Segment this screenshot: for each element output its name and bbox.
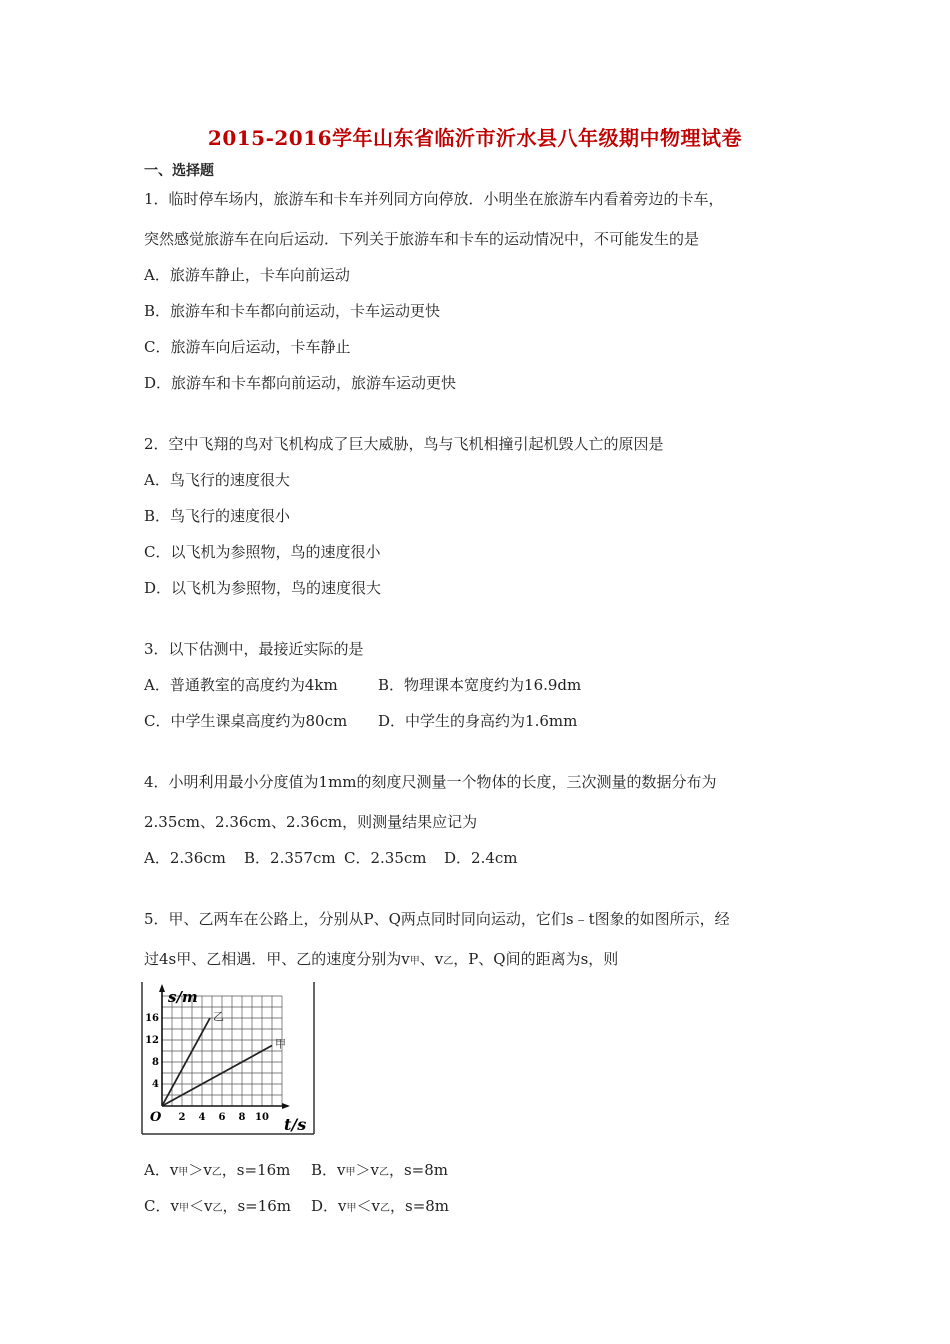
- q5-a-prefix: A．v: [144, 1161, 179, 1179]
- q3-option-c: C．中学生课桌高度约为80cm: [144, 712, 348, 730]
- q4-stem-line2: 2.35cm、2.36cm、2.36cm，则测量结果应记为: [144, 813, 478, 831]
- y-tick-label: 4: [152, 1079, 159, 1090]
- q5-d-suffix: ，s=8m: [390, 1197, 450, 1215]
- q5-b-suffix: ，s=8m: [388, 1161, 449, 1179]
- x-axis-arrow: [282, 1103, 290, 1109]
- q4-option-d: D．2.4cm: [444, 849, 518, 867]
- q5-option-c: [144, 1196, 291, 1219]
- x-tick-label: 2: [178, 1112, 186, 1123]
- q1-stem-line2: 突然感觉旅游车在向后运动．下列关于旅游车和卡车的运动情况中，不可能发生的是: [144, 230, 700, 248]
- q5-c-prefix: C．v: [144, 1197, 179, 1215]
- subscript-yi: 乙: [380, 1203, 390, 1214]
- y-axis-label: s/m: [168, 988, 198, 1006]
- q5-stem-text-a: 过4s甲、乙相遇．甲、乙的速度分别为v: [144, 950, 410, 968]
- q5-d-prefix: D．v: [311, 1197, 347, 1215]
- q1-option-b: B．旅游车和卡车都向前运动，卡车运动更快: [144, 302, 441, 320]
- q2-option-a: A．鸟飞行的速度很大: [144, 471, 290, 489]
- y-tick-label: 16: [145, 1013, 159, 1024]
- st-graph: [140, 980, 316, 1136]
- y-axis-arrow: [159, 984, 165, 992]
- q3-option-d: D．中学生的身高约为1.6mm: [378, 712, 578, 730]
- q5-option-d: [311, 1196, 449, 1219]
- y-tick-label: 12: [145, 1035, 159, 1046]
- page-title: 2015-2016学年山东省临沂市沂水县八年级期中物理试卷: [207, 126, 743, 150]
- q2-option-b: B．鸟飞行的速度很小: [144, 507, 291, 525]
- subscript-yi: 乙: [212, 1203, 223, 1214]
- origin-label: O: [150, 1110, 162, 1125]
- q5-b-prefix: B．v: [311, 1161, 346, 1179]
- q5-d-mid: ＜v: [356, 1197, 380, 1215]
- q5-option-b: [311, 1160, 448, 1183]
- q5-option-a: [144, 1160, 290, 1183]
- q5-stem-sep: 、v: [419, 950, 444, 968]
- q2-stem: 2．空中飞翔的鸟对飞机构成了巨大威胁，鸟与飞机相撞引起机毁人亡的原因是: [144, 435, 664, 453]
- q4-stem-line1: 4．小明利用最小分度值为1mm的刻度尺测量一个物体的长度，三次测量的数据分布为: [144, 773, 717, 791]
- series-label: 乙: [213, 1010, 224, 1023]
- x-tick-label: 8: [238, 1112, 246, 1123]
- subscript-yi: 乙: [211, 1167, 222, 1178]
- subscript-yi: 乙: [378, 1167, 389, 1178]
- section-heading: 一、选择题: [144, 163, 214, 179]
- q1-option-a: A．旅游车静止，卡车向前运动: [144, 266, 350, 284]
- subscript-jia: 甲: [178, 1167, 189, 1178]
- x-tick-label: 10: [255, 1112, 269, 1123]
- q5-a-suffix: ，s=16m: [221, 1161, 291, 1179]
- q3-stem: 3．以下估测中，最接近实际的是: [144, 640, 364, 658]
- subscript-jia: 甲: [346, 1203, 357, 1214]
- subscript-jia: 甲: [178, 1203, 189, 1214]
- q4-option-b: B．2.357cm: [244, 849, 336, 867]
- q4-option-a: A．2.36cm: [144, 849, 226, 867]
- q3-option-b: B．物理课本宽度约为16.9dm: [378, 676, 582, 694]
- q4-option-c: C．2.35cm: [344, 849, 427, 867]
- q2-option-d: D．以飞机为参照物，鸟的速度很大: [144, 579, 382, 597]
- q1-option-c: C．旅游车向后运动，卡车静止: [144, 338, 351, 356]
- x-tick-label: 6: [218, 1112, 226, 1123]
- q5-stem-line1: 5．甲、乙两车在公路上，分别从P、Q两点同时同向运动，它们s﹣t图象的如图所示，经: [144, 910, 730, 928]
- q5-stem-line2: [144, 949, 618, 972]
- subscript-jia: 甲: [345, 1167, 356, 1178]
- q5-c-mid: ＜v: [188, 1197, 213, 1215]
- q5-a-mid: ＞v: [188, 1161, 212, 1179]
- x-axis-label: t/s: [284, 1115, 307, 1134]
- q5-stem-text-b: ，P、Q间的距离为s，则: [453, 950, 619, 968]
- q1-option-d: D．旅游车和卡车都向前运动，旅游车运动更快: [144, 374, 457, 392]
- y-tick-label: 8: [152, 1057, 159, 1068]
- q5-c-suffix: ，s=16m: [222, 1197, 292, 1215]
- q3-option-a: A．普通教室的高度约为4km: [144, 676, 338, 694]
- q2-option-c: C．以飞机为参照物，鸟的速度很小: [144, 543, 381, 561]
- q1-stem-line1: 1．临时停车场内，旅游车和卡车并列同方向停放．小明坐在旅游车内看着旁边的卡车，: [144, 190, 724, 208]
- q5-b-mid: ＞v: [355, 1161, 379, 1179]
- subscript-yi: 乙: [443, 956, 454, 967]
- x-tick-label: 4: [198, 1112, 206, 1123]
- subscript-jia: 甲: [409, 956, 420, 967]
- series-label: 甲: [275, 1037, 286, 1051]
